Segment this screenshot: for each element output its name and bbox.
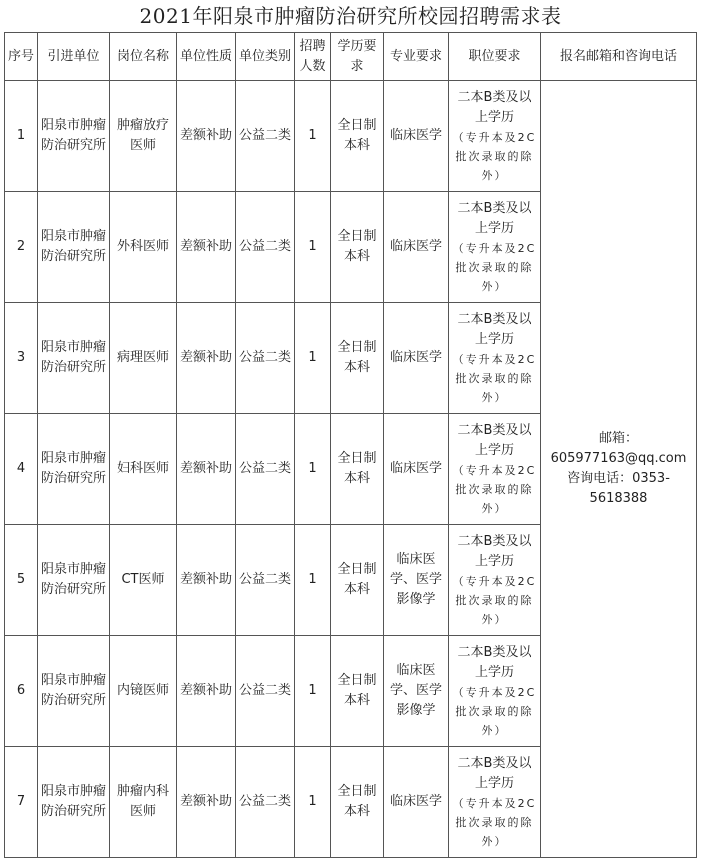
requirement-main: 二本B类及以上学历	[457, 89, 532, 125]
cell-education: 全日制本科	[331, 303, 384, 414]
requirement-main: 二本B类及以上学历	[457, 422, 532, 458]
cell-major: 临床医学	[384, 414, 449, 525]
cell-seq: 4	[5, 414, 38, 525]
cell-count: 1	[295, 636, 331, 747]
cell-major: 临床医学	[384, 747, 449, 858]
cell-category: 公益二类	[236, 525, 295, 636]
requirement-note: （专升本及2C批次录取的除外）	[452, 685, 537, 737]
cell-education: 全日制本科	[331, 525, 384, 636]
cell-post: CT医师	[110, 525, 177, 636]
email-label: 邮箱：	[598, 431, 638, 446]
cell-education: 全日制本科	[331, 192, 384, 303]
cell-nature: 差额补助	[177, 525, 236, 636]
cell-education: 全日制本科	[331, 747, 384, 858]
requirement-main: 二本B类及以上学历	[457, 533, 532, 569]
requirement-note: （专升本及2C批次录取的除外）	[452, 130, 537, 182]
header-major: 专业要求	[384, 33, 449, 81]
recruitment-table	[4, 32, 697, 858]
cell-seq: 6	[5, 636, 38, 747]
cell-nature: 差额补助	[177, 414, 236, 525]
requirement-main: 二本B类及以上学历	[457, 200, 532, 236]
cell-requirement	[449, 303, 541, 414]
cell-unit: 阳泉市肿瘤防治研究所	[38, 747, 110, 858]
cell-post: 外科医师	[110, 192, 177, 303]
header-requirement: 职位要求	[449, 33, 541, 81]
header-category: 单位类别	[236, 33, 295, 81]
cell-category: 公益二类	[236, 414, 295, 525]
requirement-note: （专升本及2C批次录取的除外）	[452, 463, 537, 515]
cell-unit: 阳泉市肿瘤防治研究所	[38, 303, 110, 414]
table-header-row	[5, 33, 697, 81]
requirement-note: （专升本及2C批次录取的除外）	[452, 574, 537, 626]
cell-count: 1	[295, 525, 331, 636]
cell-nature: 差额补助	[177, 81, 236, 192]
cell-category: 公益二类	[236, 303, 295, 414]
cell-contact	[541, 81, 697, 858]
cell-count: 1	[295, 192, 331, 303]
requirement-note: （专升本及2C批次录取的除外）	[452, 241, 537, 293]
cell-seq: 1	[5, 81, 38, 192]
cell-count: 1	[295, 303, 331, 414]
cell-requirement	[449, 414, 541, 525]
cell-requirement	[449, 636, 541, 747]
requirement-note: （专升本及2C批次录取的除外）	[452, 352, 537, 404]
header-count: 招聘人数	[295, 33, 331, 81]
cell-nature: 差额补助	[177, 192, 236, 303]
header-nature: 单位性质	[177, 33, 236, 81]
requirement-note: （专升本及2C批次录取的除外）	[452, 796, 537, 848]
cell-seq: 7	[5, 747, 38, 858]
cell-requirement	[449, 525, 541, 636]
cell-major: 临床医学	[384, 81, 449, 192]
cell-category: 公益二类	[236, 81, 295, 192]
cell-major: 临床医学	[384, 192, 449, 303]
header-seq: 序号	[5, 33, 38, 81]
cell-post: 病理医师	[110, 303, 177, 414]
table-row	[5, 81, 697, 192]
cell-education: 全日制本科	[331, 414, 384, 525]
cell-post: 妇科医师	[110, 414, 177, 525]
cell-count: 1	[295, 747, 331, 858]
cell-unit: 阳泉市肿瘤防治研究所	[38, 81, 110, 192]
requirement-main: 二本B类及以上学历	[457, 644, 532, 680]
page-title: 2021年阳泉市肿瘤防治研究所校园招聘需求表	[139, 4, 562, 28]
cell-post: 内镜医师	[110, 636, 177, 747]
cell-major: 临床医学、医学影像学	[384, 636, 449, 747]
cell-seq: 3	[5, 303, 38, 414]
header-post: 岗位名称	[110, 33, 177, 81]
cell-major: 临床医学	[384, 303, 449, 414]
requirement-main: 二本B类及以上学历	[457, 311, 532, 347]
cell-category: 公益二类	[236, 636, 295, 747]
email-address: 605977163@qq.com	[550, 451, 687, 466]
cell-nature: 差额补助	[177, 303, 236, 414]
cell-major: 临床医学、医学影像学	[384, 525, 449, 636]
cell-nature: 差额补助	[177, 636, 236, 747]
cell-category: 公益二类	[236, 192, 295, 303]
phone-number: 5618388	[589, 491, 648, 506]
cell-seq: 5	[5, 525, 38, 636]
header-contact: 报名邮箱和咨询电话	[541, 33, 697, 81]
cell-category: 公益二类	[236, 747, 295, 858]
cell-post: 肿瘤放疗医师	[110, 81, 177, 192]
cell-count: 1	[295, 81, 331, 192]
header-unit: 引进单位	[38, 33, 110, 81]
cell-unit: 阳泉市肿瘤防治研究所	[38, 525, 110, 636]
cell-requirement	[449, 81, 541, 192]
cell-nature: 差额补助	[177, 747, 236, 858]
cell-seq: 2	[5, 192, 38, 303]
requirement-main: 二本B类及以上学历	[457, 755, 532, 791]
header-education: 学历要求	[331, 33, 384, 81]
cell-requirement	[449, 747, 541, 858]
phone-label: 咨询电话：0353-	[567, 471, 670, 486]
cell-unit: 阳泉市肿瘤防治研究所	[38, 414, 110, 525]
cell-education: 全日制本科	[331, 81, 384, 192]
cell-education: 全日制本科	[331, 636, 384, 747]
cell-requirement	[449, 192, 541, 303]
cell-unit: 阳泉市肿瘤防治研究所	[38, 636, 110, 747]
cell-post: 肿瘤内科医师	[110, 747, 177, 858]
cell-unit: 阳泉市肿瘤防治研究所	[38, 192, 110, 303]
cell-count: 1	[295, 414, 331, 525]
